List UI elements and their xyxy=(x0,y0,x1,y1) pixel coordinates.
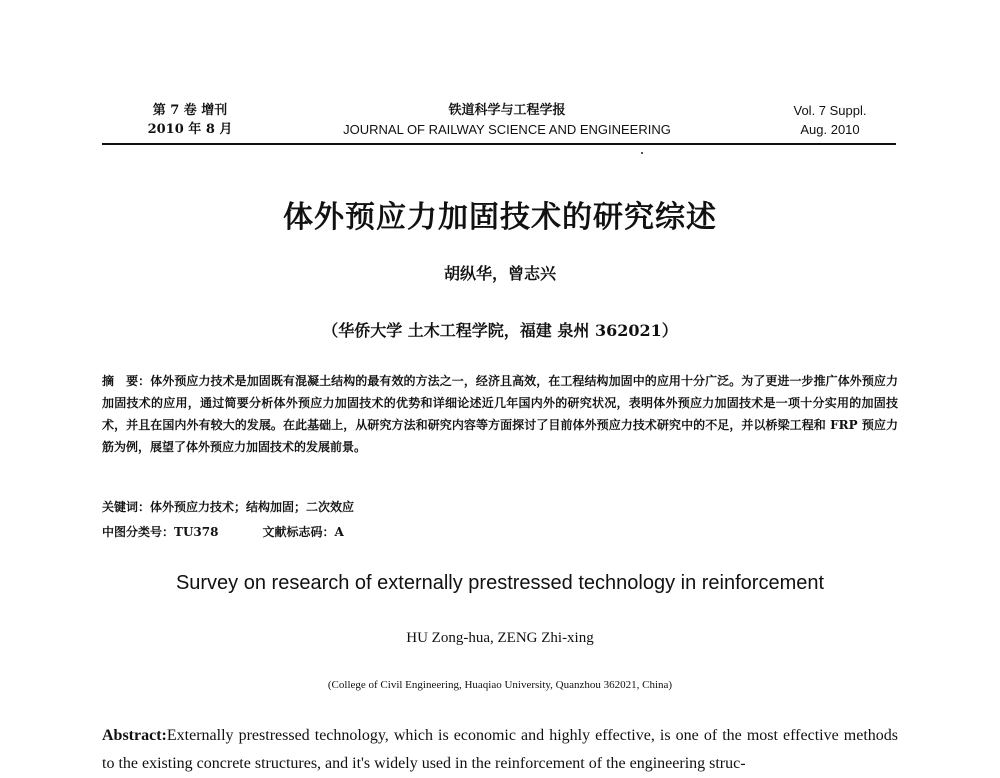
journal-name-cn: 铁道科学与工程学报 xyxy=(448,103,566,118)
header-right xyxy=(770,101,890,139)
keywords-cn xyxy=(102,496,898,518)
abstract-cn-text: 体外预应力技术是加固既有混凝土结构的最有效的方法之一，经济且高效，在工程结构加固中的应用十分广泛。为了更进一步推广体外预应力加固技术的应用，通过简要分析体外预应力加固技术的优势和详细论述近几年国内外的研究状况，表明体外预应力加固技术是一项十分实用的加固技术，并且在国内外有较大的发展。在此基础上，从研究方法和研究内容等方面探讨了目前体外预应力技术研究中的不足，并以桥梁工程和 FRP 预应力筋为例，展望了体外预应力加固技术的发展前景。 xyxy=(102,374,898,454)
keywords-cn-label: 关键词： xyxy=(102,500,151,514)
journal-header xyxy=(102,101,896,145)
volume-en: Vol. 7 Suppl. xyxy=(793,103,867,118)
doc-code-label: 文献标志码： xyxy=(262,525,335,539)
speck xyxy=(641,152,643,154)
doc-code-value: A xyxy=(334,525,344,539)
authors-en: HU Zong-hua, ZENG Zhi-xing xyxy=(406,630,594,646)
paper-title-cn: 体外预应力加固技术的研究综述 xyxy=(283,200,717,235)
class-label: 中图分类号： xyxy=(102,525,175,539)
date-cn: 2010 年 8 月 xyxy=(147,122,233,137)
abstract-en xyxy=(102,722,898,778)
abstract-en-label: Abstract: xyxy=(102,727,167,744)
header-center xyxy=(302,101,712,139)
class-value: TU378 xyxy=(174,525,219,539)
header-left xyxy=(120,101,260,139)
abstract-cn-label: 摘 要： xyxy=(102,374,151,388)
abstract-en-text: Externally prestressed technology, which is economic and highly effective, is one of the most effective methods to the existing concrete structures, and it's widely used in the reinforcement of the engineering struc- xyxy=(102,727,898,772)
affiliation-cn: （华侨大学 土木工程学院，福建 泉州 362021） xyxy=(322,321,678,340)
paper-title-en: Survey on research of externally prestressed technology in reinforcement xyxy=(175,572,825,594)
keywords-cn-text: 体外预应力技术；结构加固；二次效应 xyxy=(150,500,355,514)
classification-cn xyxy=(102,521,898,543)
journal-name-en: JOURNAL OF RAILWAY SCIENCE AND ENGINEERING xyxy=(343,122,671,137)
authors-cn: 胡纵华，曾志兴 xyxy=(443,264,556,283)
affiliation-en: (College of Civil Engineering, Huaqiao University, Quanzhou 362021, China) xyxy=(327,679,673,691)
date-en: Aug. 2010 xyxy=(800,122,860,137)
volume-cn: 第 7 卷 增刊 xyxy=(152,103,228,118)
abstract-cn xyxy=(102,370,898,458)
